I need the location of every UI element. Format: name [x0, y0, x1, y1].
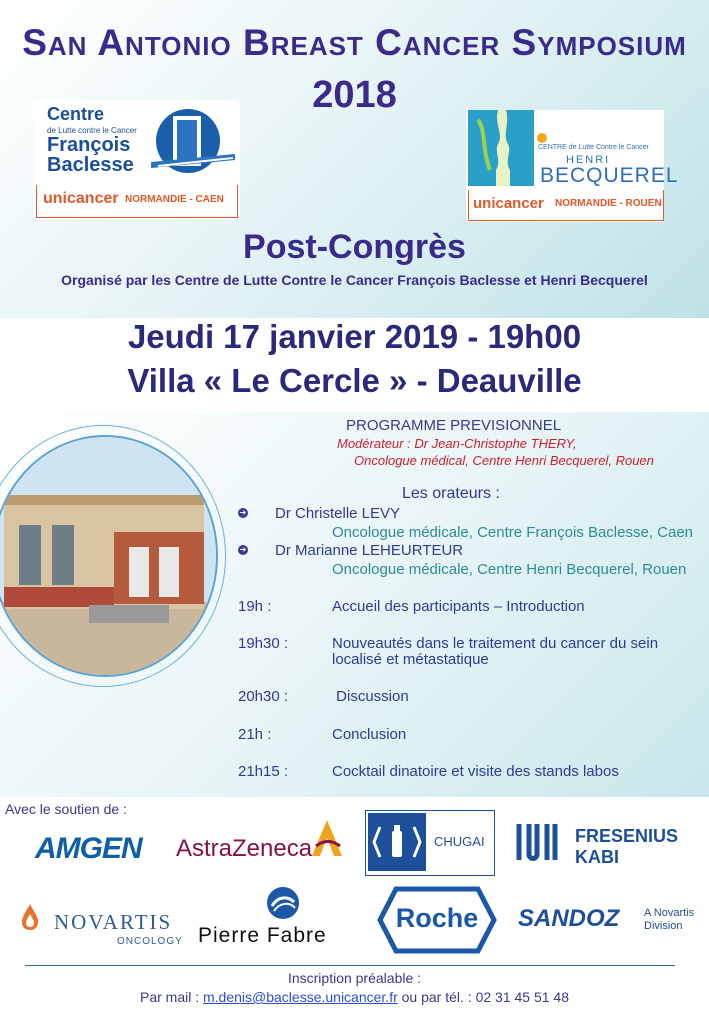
- speaker-role: Oncologue médicale, Centre Henri Becquerel, Rouen: [332, 561, 687, 578]
- becquerel-brand: unicancer: [473, 195, 544, 212]
- baclesse-line4: Baclesse: [47, 154, 134, 176]
- pierre-fabre-logo: [196, 886, 371, 946]
- arrow-icon: ➔: [239, 545, 247, 554]
- symposium-year: 2018: [312, 74, 397, 116]
- chugai-logo: [365, 810, 495, 876]
- villa-illustration: [0, 437, 216, 675]
- schedule-time: 19h30 :: [238, 635, 289, 652]
- novartis-oncology: ONCOLOGY: [117, 936, 183, 947]
- speaker-name: Dr Christelle LEVY: [275, 505, 401, 522]
- schedule-time: 21h :: [238, 726, 272, 743]
- baclesse-unicancer-box: [36, 185, 238, 218]
- schedule-item: Discussion: [332, 688, 409, 705]
- speaker-name: Dr Marianne LEHEURTEUR: [275, 542, 464, 559]
- becquerel-line2: HENRI: [566, 154, 611, 166]
- baclesse-logo: [33, 100, 240, 220]
- symposium-title: San Antonio Breast Cancer Symposium: [22, 22, 687, 63]
- schedule-time: 20h30 :: [238, 688, 289, 705]
- sandoz-sub2: Division: [644, 920, 683, 932]
- arrow-icon: ➔: [239, 508, 247, 517]
- schedule-item: Accueil des participants – Introduction: [332, 598, 585, 615]
- baclesse-brand: unicancer: [43, 190, 119, 207]
- footer-divider: [25, 965, 675, 966]
- schedule-item-cont: localisé et métastatique: [332, 651, 489, 668]
- profiles-icon: [468, 110, 534, 186]
- fresenius-name: FRESENIUS: [575, 826, 679, 846]
- becquerel-logo: [466, 110, 679, 222]
- astrazeneca-logo: [176, 818, 344, 868]
- moderator-line1: Modérateur : Dr Jean-Christophe THERY,: [337, 436, 577, 451]
- event-title: Post-Congrès: [243, 228, 466, 266]
- villa-photo: [0, 435, 218, 677]
- roche-name: Roche: [395, 903, 479, 933]
- contact-line: [0, 989, 709, 1005]
- baclesse-line1: Centre: [47, 104, 105, 124]
- sandoz-name: SANDOZ: [518, 905, 620, 932]
- sandoz-logo: [516, 900, 706, 940]
- schedule-time: 19h :: [238, 598, 272, 615]
- hospital-building-icon: [143, 106, 238, 176]
- chugai-emblem: [368, 813, 426, 871]
- schedule-item: Cocktail dinatoire et visite des stands labos: [332, 763, 619, 780]
- novartis-logo: [14, 898, 186, 950]
- fresenius-kabi: KABI: [575, 847, 619, 867]
- sponsors-heading: Avec le soutien de :: [5, 801, 127, 817]
- moderator-line2: Oncologue médical, Centre Henri Becquerel, Rouen: [354, 453, 654, 468]
- novartis-flame-icon: [16, 902, 44, 932]
- chugai-bottle-icon: [368, 813, 426, 871]
- event-date: Jeudi 17 janvier 2019 - 19h00: [127, 318, 582, 355]
- schedule-item: Conclusion: [332, 726, 407, 743]
- sun-icon: [536, 132, 548, 144]
- becquerel-line3: BECQUEREL: [540, 164, 679, 187]
- becquerel-line1: CENTRE de Lutte Contre le Cancer: [538, 144, 649, 151]
- sandoz-sub1: A Novartis: [644, 907, 695, 919]
- event-venue: Villa « Le Cercle » - Deauville: [127, 362, 582, 399]
- fresenius-symbol-icon: [515, 820, 559, 864]
- pierre-fabre-name: Pierre Fabre: [198, 924, 327, 947]
- schedule-item: Nouveautés dans le traitement du cancer du sein: [332, 635, 659, 652]
- novartis-name: NOVARTIS: [54, 910, 173, 934]
- speaker-role: Oncologue médicale, Centre François Baclesse, Caen: [332, 524, 694, 541]
- pierre-fabre-globe-icon: [266, 886, 300, 920]
- chugai-name: CHUGAI: [434, 834, 485, 849]
- astrazeneca-name: AstraZeneca: [176, 835, 313, 862]
- roche-logo: [376, 885, 498, 955]
- baclesse-line3: François: [47, 134, 131, 156]
- astrazeneca-symbol-icon: [310, 818, 344, 858]
- event-organizer: Organisé par les Centre de Lutte Contre le Cancer François Baclesse et Henri Becquerel: [61, 272, 648, 288]
- baclesse-region: NORMANDIE - CAEN: [125, 194, 224, 205]
- amgen-logo: AMGEN: [35, 832, 142, 865]
- becquerel-region: NORMANDIE - ROUEN: [555, 198, 662, 209]
- fresenius-logo: [515, 818, 685, 870]
- speakers-heading: Les orateurs :: [402, 485, 500, 502]
- becquerel-unicancer-box: [468, 190, 664, 221]
- baclesse-line2: de Lutte contre le Cancer: [47, 126, 137, 135]
- program-heading: PROGRAMME PREVISIONNEL: [346, 417, 562, 434]
- email-link[interactable]: m.denis@baclesse.unicancer.fr: [203, 989, 398, 1005]
- phone-text: ou par tél. : 02 31 45 51 48: [397, 989, 569, 1005]
- registration-label: Inscription préalable :: [287, 970, 422, 986]
- schedule-time: 21h15 :: [238, 763, 289, 780]
- mail-prefix: Par mail :: [139, 989, 203, 1005]
